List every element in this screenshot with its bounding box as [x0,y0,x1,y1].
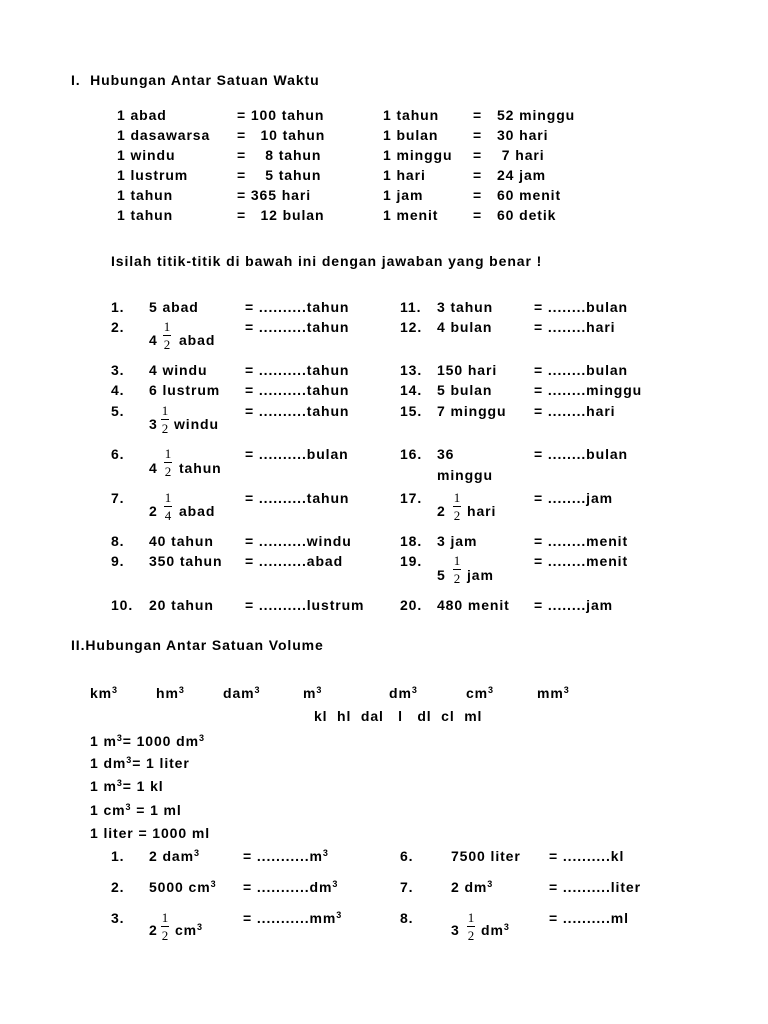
mixed-whole: 2 [149,503,158,519]
conv-left-unit: 1 tahun [117,187,174,203]
exercise-question: 350 tahun [149,553,223,569]
conv-left-unit: 1 dasawarsa [117,127,211,143]
mixed-unit: $cm^3$ [175,922,203,938]
unit-m3: $m^3$ [303,685,323,701]
exercise-answer-blank: = ..........tahun [245,490,350,506]
exercise-question: 3 tahun [437,299,494,315]
mixed-unit: jam [467,567,494,583]
exercise-number: 15. [400,403,423,419]
exercise-answer-blank: = ........bulan [534,362,629,378]
fraction: 1 2 [163,319,171,352]
fraction: 1 2 [453,490,461,523]
exercise-number: 5. [111,403,125,419]
exercise-number: 20. [400,597,423,613]
exercise-number: 6. [111,446,125,462]
exercise-number: 6. [400,848,414,864]
exercise-question: 2 dam$^3$ [149,848,200,864]
exercise-answer-blank: = ........hari [534,319,616,335]
conv-left-unit: 1 windu [117,147,176,163]
conv-right-value: 60 detik [497,207,557,223]
exercise-question: 5000 $cm^3$ [149,879,217,895]
conv-right-unit: 1 hari [383,167,426,183]
conv-left-value: = 10 tahun [237,127,326,143]
exercise-question: 2 $dm^3$ [451,879,494,895]
exercise-number: 8. [400,910,414,926]
exercise-answer-blank: = ........jam [534,490,614,506]
exercise-number: 12. [400,319,423,335]
fraction: 1 2 [453,553,461,586]
exercise-number: 10. [111,597,134,613]
conv-left-value: = 365 hari [237,187,311,203]
exercise-answer-blank: = ........minggu [534,382,643,398]
exercise-number: 2. [111,319,125,335]
mixed-whole: 5 [437,567,446,583]
mixed-whole: 4 [149,460,158,476]
mixed-whole: 2 [437,503,446,519]
exercise-answer-blank: = ........jam [534,597,614,613]
unit-dam3: dam$^3$ [223,685,261,701]
exercise-question: 150 hari [437,362,498,378]
exercise-question: 7500 liter [451,848,521,864]
exercise-answer-blank: = ..........liter [549,879,641,895]
exercise-question: 4 windu [149,362,208,378]
exercise-answer-blank: = $...........dm^3$ [243,879,339,895]
conv-right-value: 24 jam [497,167,546,183]
exercise-number: 14. [400,382,423,398]
conv-right-eq: = [473,167,483,183]
exercise-number: 8. [111,533,125,549]
conv-right-eq: = [473,187,483,203]
conv-left-unit: 1 lustrum [117,167,189,183]
exercise-answer-blank: = ........bulan [534,446,629,462]
exercise-question: 40 tahun [149,533,214,549]
conv-right-value: 7 hari [497,147,545,163]
equivalence: 1 $dm^3= 1$ liter [90,755,190,771]
mixed-unit: windu [174,416,219,432]
exercise-number: 9. [111,553,125,569]
mixed-whole: 4 [149,332,158,348]
equivalence: 1 $cm^3 = 1$ ml [90,802,182,818]
exercise-question: 480 menit [437,597,510,613]
mixed-unit: abad [179,332,216,348]
conv-left-unit: 1 abad [117,107,167,123]
exercise-question: 36 [437,446,455,462]
exercise-number: 2. [111,879,125,895]
exercise-answer-blank: = ........hari [534,403,616,419]
mixed-unit: abad [179,503,216,519]
mixed-unit: tahun [179,460,222,476]
exercise-question: 20 tahun [149,597,214,613]
conv-right-unit: 1 jam [383,187,424,203]
unit-dm3: $dm^3$ [389,685,418,701]
exercise-answer-blank: = ..........abad [245,553,344,569]
equivalence: 1 $m^3= 1000$ $dm^3$ [90,733,205,749]
exercise-answer-blank: = ..........ml [549,910,629,926]
exercise-question: 6 lustrum [149,382,221,398]
fraction: 1 4 [164,490,172,523]
conv-left-value: = 5 tahun [237,167,322,183]
exercise-number: 19. [400,553,423,569]
instruction-text: Isilah titik-titik di bawah ini dengan jawaban yang benar ! [111,253,543,269]
exercise-number: 7. [111,490,125,506]
equivalence: 1 liter = 1000 ml [90,825,210,841]
exercise-number: 13. [400,362,423,378]
exercise-answer-blank: = ..........lustrum [245,597,365,613]
exercise-answer-blank: = ..........tahun [245,319,350,335]
exercise-number: 18. [400,533,423,549]
exercise-answer-blank: = ..........bulan [245,446,349,462]
exercise-question: 7 minggu [437,403,507,419]
conv-right-value: 60 menit [497,187,561,203]
fraction: 1 2 [467,910,475,943]
section-1-title: I. Hubungan Antar Satuan Waktu [71,72,320,88]
exercise-answer-blank: = ..........tahun [245,403,350,419]
mixed-unit: $dm^3$ [481,922,510,938]
exercise-number: 17. [400,490,423,506]
unit-cm3: $cm^3$ [466,685,494,701]
conv-right-eq: = [473,107,483,123]
exercise-answer-blank: = $...........m^3$ [243,848,329,864]
exercise-question: 5 bulan [437,382,493,398]
exercise-number: 1. [111,299,125,315]
exercise-answer-blank: = $...........mm^3$ [243,910,343,926]
conv-left-value: = 100 tahun [237,107,325,123]
exercise-number: 16. [400,446,423,462]
exercise-number: 11. [400,299,422,315]
exercise-answer-blank: = ........menit [534,553,629,569]
exercise-number: 3. [111,362,125,378]
unit-mm3: $mm^3$ [537,685,570,701]
conv-right-eq: = [473,147,483,163]
exercise-answer-blank: = ........bulan [534,299,629,315]
exercise-answer-blank: = ..........tahun [245,362,350,378]
exercise-question: 5 abad [149,299,199,315]
exercise-answer-blank: = ..........tahun [245,299,350,315]
conv-right-eq: = [473,127,483,143]
mixed-whole: 3 [451,922,460,938]
conv-right-eq: = [473,207,483,223]
conv-right-value: 30 hari [497,127,549,143]
fraction: 1 2 [161,403,169,436]
fraction: 1 2 [164,446,172,479]
exercise-number: 3. [111,910,125,926]
mixed-unit: hari [467,503,497,519]
conv-right-unit: 1 tahun [383,107,440,123]
exercise-answer-blank: = ..........windu [245,533,352,549]
liter-units-row: kl hl dal l dl cl ml [314,708,483,724]
exercise-question: minggu [437,467,493,483]
fraction: 1 2 [161,910,169,943]
conv-left-unit: 1 tahun [117,207,174,223]
conv-right-unit: 1 minggu [383,147,453,163]
exercise-answer-blank: = ..........tahun [245,382,350,398]
exercise-answer-blank: = ..........kl [549,848,625,864]
conv-right-unit: 1 menit [383,207,439,223]
exercise-number: 4. [111,382,125,398]
exercise-question: 4 bulan [437,319,493,335]
conv-right-unit: 1 bulan [383,127,439,143]
exercise-number: 7. [400,879,414,895]
exercise-question: 3 jam [437,533,478,549]
exercise-number: 1. [111,848,125,864]
conv-left-value: = 12 bulan [237,207,325,223]
unit-hm3: $hm^3$ [156,685,185,701]
conv-right-value: 52 minggu [497,107,576,123]
exercise-answer-blank: = ........menit [534,533,629,549]
mixed-whole: 3 [149,416,158,432]
unit-km3: $km^3$ [90,685,118,701]
equivalence: 1 $m^3= 1$ kl [90,778,164,794]
conv-left-value: = 8 tahun [237,147,322,163]
mixed-whole: 2 [149,922,158,938]
section-2-title: II.Hubungan Antar Satuan Volume [71,637,324,653]
